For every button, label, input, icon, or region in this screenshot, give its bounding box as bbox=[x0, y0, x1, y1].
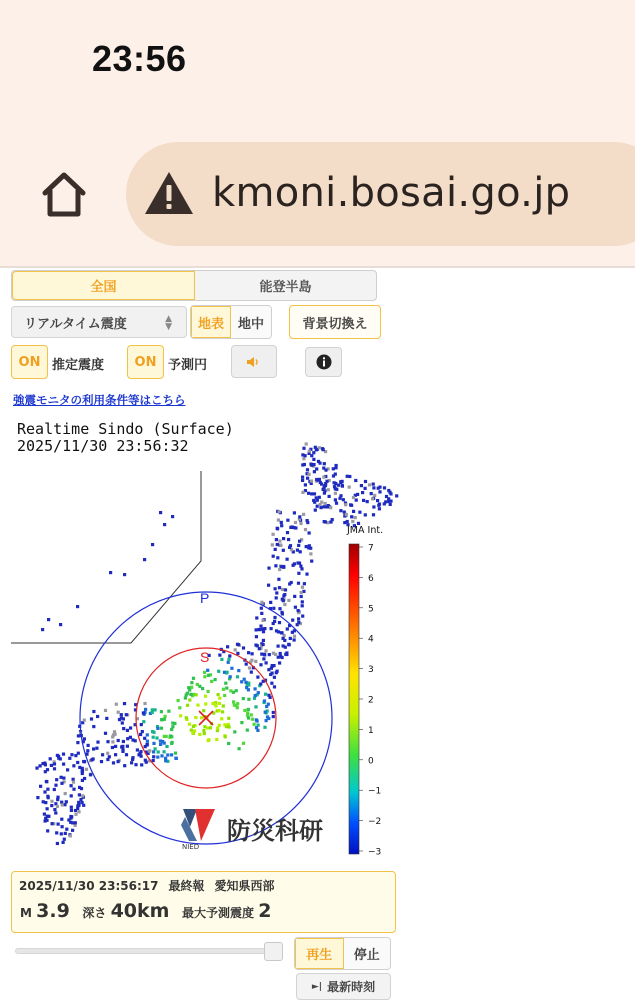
s-wave-label: S bbox=[200, 649, 210, 665]
quake-time: 2025/11/30 23:56:17 bbox=[19, 879, 159, 893]
scale-tick-label: 5 bbox=[368, 604, 374, 615]
tab-nationwide[interactable]: 全国 bbox=[12, 271, 195, 300]
magnitude-label: M bbox=[20, 906, 32, 920]
scale-tick-label: −2 bbox=[368, 817, 382, 828]
time-slider-thumb[interactable] bbox=[264, 942, 283, 961]
browser-chrome bbox=[0, 0, 635, 268]
info-button[interactable] bbox=[305, 347, 342, 377]
layer-tabs bbox=[190, 305, 272, 339]
tab-surface[interactable]: 地表 bbox=[191, 306, 231, 338]
view-select[interactable] bbox=[11, 306, 187, 338]
max-intensity-value: 2 bbox=[258, 900, 272, 922]
estimated-intensity-toggle[interactable]: ON bbox=[11, 345, 48, 379]
prediction-circle-toggle[interactable]: ON bbox=[127, 345, 164, 379]
home-button[interactable] bbox=[36, 166, 92, 222]
seismic-map[interactable] bbox=[11, 413, 399, 861]
scale-tick-label: −1 bbox=[368, 786, 382, 797]
region-tabs bbox=[11, 270, 377, 301]
info-icon bbox=[316, 354, 332, 370]
nied-logo bbox=[181, 809, 323, 851]
scale-tick-label: 2 bbox=[368, 695, 374, 706]
sound-button[interactable] bbox=[231, 345, 277, 378]
map-title bbox=[17, 421, 234, 455]
tab-borehole[interactable]: 地中 bbox=[231, 306, 271, 338]
play-button[interactable]: 再生 bbox=[295, 938, 344, 969]
view-select-value: リアルタイム震度 bbox=[24, 316, 127, 332]
quake-region: 愛知県西部 bbox=[214, 879, 275, 893]
scale-tick-label: 1 bbox=[368, 725, 374, 736]
estimated-intensity-label: 推定震度 bbox=[52, 358, 105, 373]
status-time: 23:56 bbox=[92, 38, 187, 79]
scale-title: JMA Int. bbox=[347, 525, 384, 536]
map-canvas bbox=[11, 413, 399, 861]
latest-time-button[interactable] bbox=[296, 973, 391, 1000]
quake-report: 最終報 bbox=[168, 879, 205, 893]
map-title-time: 2025/11/30 23:56:32 bbox=[17, 437, 189, 455]
intensity-scale-bar bbox=[349, 544, 359, 854]
tab-noto[interactable]: 能登半島 bbox=[259, 280, 312, 295]
quake-info-panel bbox=[11, 871, 396, 933]
depth-label: 深さ bbox=[82, 906, 107, 920]
skip-to-end-icon: ►| bbox=[311, 981, 323, 992]
url-text: kmoni.bosai.go.jp bbox=[212, 170, 571, 216]
scale-tick-label: 7 bbox=[368, 543, 374, 554]
scale-tick-label: −3 bbox=[368, 847, 382, 858]
playback-controls bbox=[294, 937, 391, 970]
select-arrows-icon: ▲ ▼ bbox=[165, 314, 172, 332]
map-title-line1: Realtime Sindo (Surface) bbox=[17, 420, 234, 438]
scale-tick-label: 4 bbox=[368, 634, 374, 645]
speaker-icon bbox=[246, 356, 262, 368]
quake-values bbox=[20, 900, 271, 922]
home-icon bbox=[39, 169, 89, 219]
stop-button[interactable]: 停止 bbox=[344, 938, 391, 969]
p-wave-label: P bbox=[200, 590, 210, 606]
logo-text: 防災科研 bbox=[227, 817, 323, 845]
scale-tick-label: 0 bbox=[368, 756, 374, 767]
terms-link[interactable]: 強震モニタの利用条件等はこちら bbox=[13, 393, 186, 407]
depth-value: 40km bbox=[110, 900, 170, 922]
magnitude-value: 3.9 bbox=[36, 900, 70, 922]
scale-ticks bbox=[359, 544, 381, 858]
station-dots bbox=[35, 442, 398, 845]
warning-icon[interactable] bbox=[144, 170, 194, 216]
time-slider-track[interactable] bbox=[15, 948, 281, 954]
max-intensity-label: 最大予測震度 bbox=[181, 906, 254, 920]
background-switch-button[interactable]: 背景切換え bbox=[289, 305, 381, 339]
url-bar[interactable] bbox=[126, 142, 635, 246]
latest-time-label: 最新時刻 bbox=[327, 980, 376, 994]
scale-tick-label: 6 bbox=[368, 573, 374, 584]
logo-sub: NIED bbox=[182, 843, 200, 851]
prediction-circle-label: 予測円 bbox=[168, 358, 208, 373]
scale-tick-label: 3 bbox=[368, 665, 374, 676]
quake-header bbox=[19, 877, 284, 894]
